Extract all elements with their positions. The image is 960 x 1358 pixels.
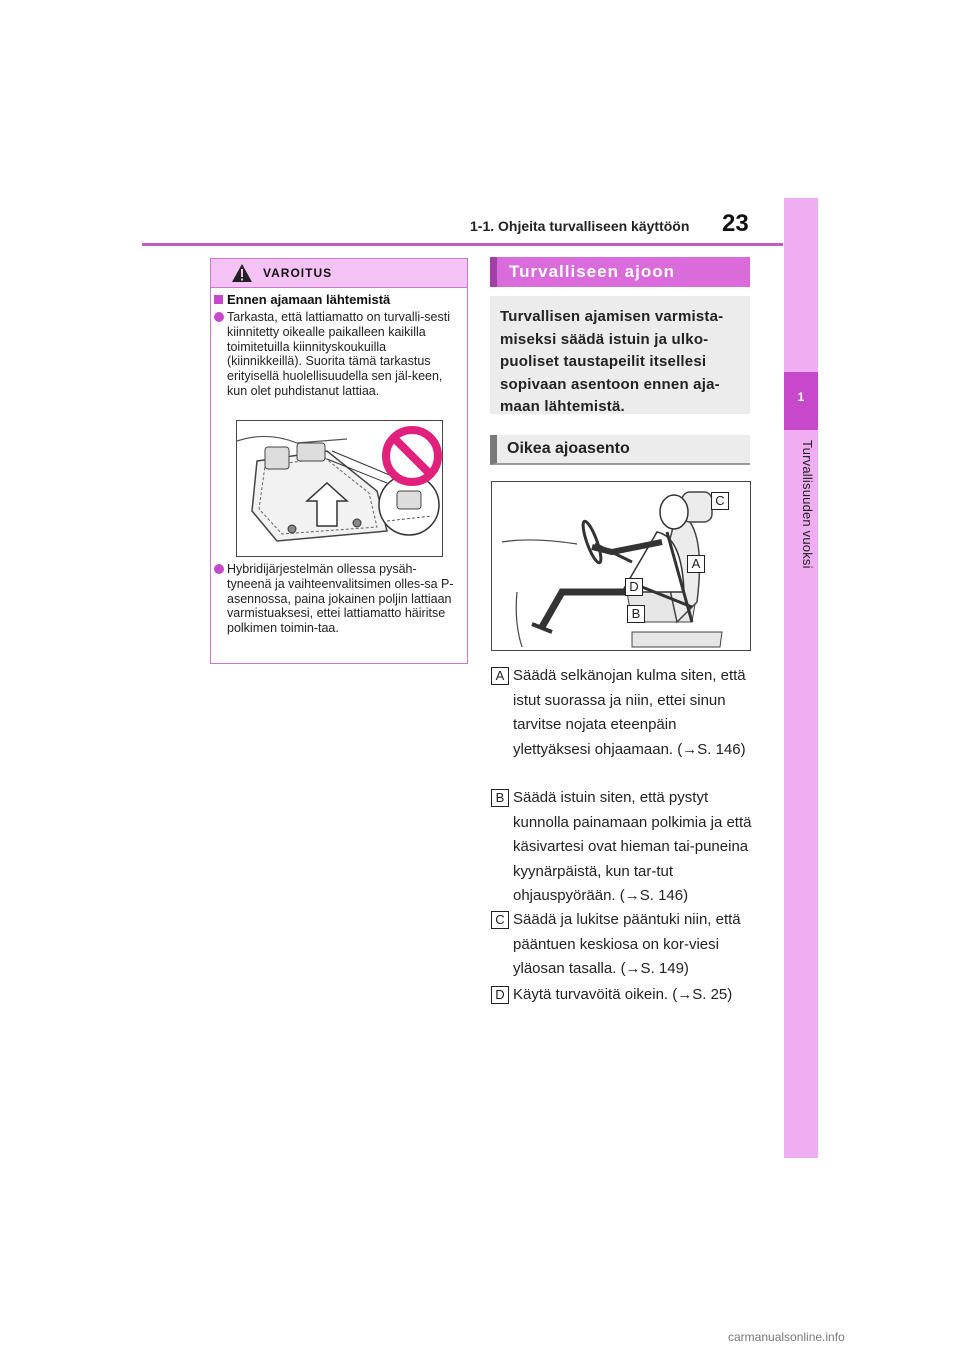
item-letter: C [491, 911, 509, 929]
warning-bullet [227, 310, 459, 399]
warning-title: VAROITUS [263, 266, 333, 280]
warning-subheading-text: Ennen ajamaan lähtemistä [227, 292, 391, 307]
warning-bullet [227, 562, 459, 636]
warning-subheading [214, 292, 390, 307]
item-letter: A [491, 667, 509, 685]
warning-header [211, 259, 467, 288]
item-text: Säädä istuin siten, että pystyt kunnolla painamaan polkimia ja että käsivartesi ovat hieman tai-puneina kyynärpäistä, kun tar-tut ohjauspyörään. (→S. 146) [513, 789, 752, 904]
intro-text: Turvallisen ajamisen varmista-miseksi säädä istuin ja ulko-puoliset taustapeilit itsellesi sopivaan asentoon ennen aja-maan lähtemistä. [500, 308, 724, 415]
intro-box [490, 296, 750, 414]
illustration-label-c: C [711, 492, 729, 510]
header-divider [142, 243, 783, 246]
illustration-label-b: B [627, 605, 645, 623]
section-heading-bar [490, 257, 750, 287]
warning-bullet-text: Tarkasta, että lattiamatto on turvalli-sesti kiinnitetty oikealle paikalleen kaikilla toimitetuilla kiinnityskoukuilla (kiinnikkeillä). Suorita tämä tarkastus erityisellä huolellisuudella sen jäl-keen, kun olet puhdistanut lattiaa. [227, 310, 451, 398]
item-text: Säädä selkänojan kulma siten, että istut suorassa ja niin, ettei sinun tarvitse nojata eteenpäin ylettyäksesi ohjaamaan. (→S. 146) [513, 667, 746, 758]
chapter-number: 1 [797, 390, 805, 404]
section-title: 1-1. Ohjeita turvalliseen käyttöön [470, 218, 690, 234]
floor-mat-illustration [236, 420, 443, 557]
item-letter: B [491, 789, 509, 807]
square-bullet-icon [214, 295, 223, 304]
bullet-dot-icon [214, 564, 224, 574]
page-number: 23 [722, 210, 749, 237]
bullet-dot-icon [214, 312, 224, 322]
item-letter: D [491, 986, 509, 1004]
warning-bullet-text: Hybridijärjestelmän ollessa pysäh-tyneenä ja vaihteenvalitsimen olles-sa P-asennossa, paina jokainen poljin lattiaan varmistuaksesi, ettei lattiamatto häiritse polkimen toimin-taa. [227, 562, 454, 636]
item-text: Käytä turvavöitä oikein. (→S. 25) [513, 986, 733, 1003]
illustration-label-d: D [625, 578, 643, 596]
chapter-label: Turvallisuuden vuoksi [800, 440, 815, 569]
item-text: Säädä ja lukitse pääntuki niin, että pääntuen keskiosa on kor-viesi yläosan tasalla. (→S. 149) [513, 911, 741, 977]
warning-triangle-icon [231, 263, 253, 283]
section-heading: Turvalliseen ajoon [509, 262, 676, 281]
subsection-heading: Oikea ajoasento [507, 440, 630, 457]
footer-watermark: carmanualsonline.info [728, 1330, 845, 1344]
chapter-side-tab [784, 198, 818, 1158]
driving-position-illustration [491, 481, 751, 651]
subsection-heading-bar [490, 435, 750, 465]
illustration-label-a: A [687, 555, 705, 573]
